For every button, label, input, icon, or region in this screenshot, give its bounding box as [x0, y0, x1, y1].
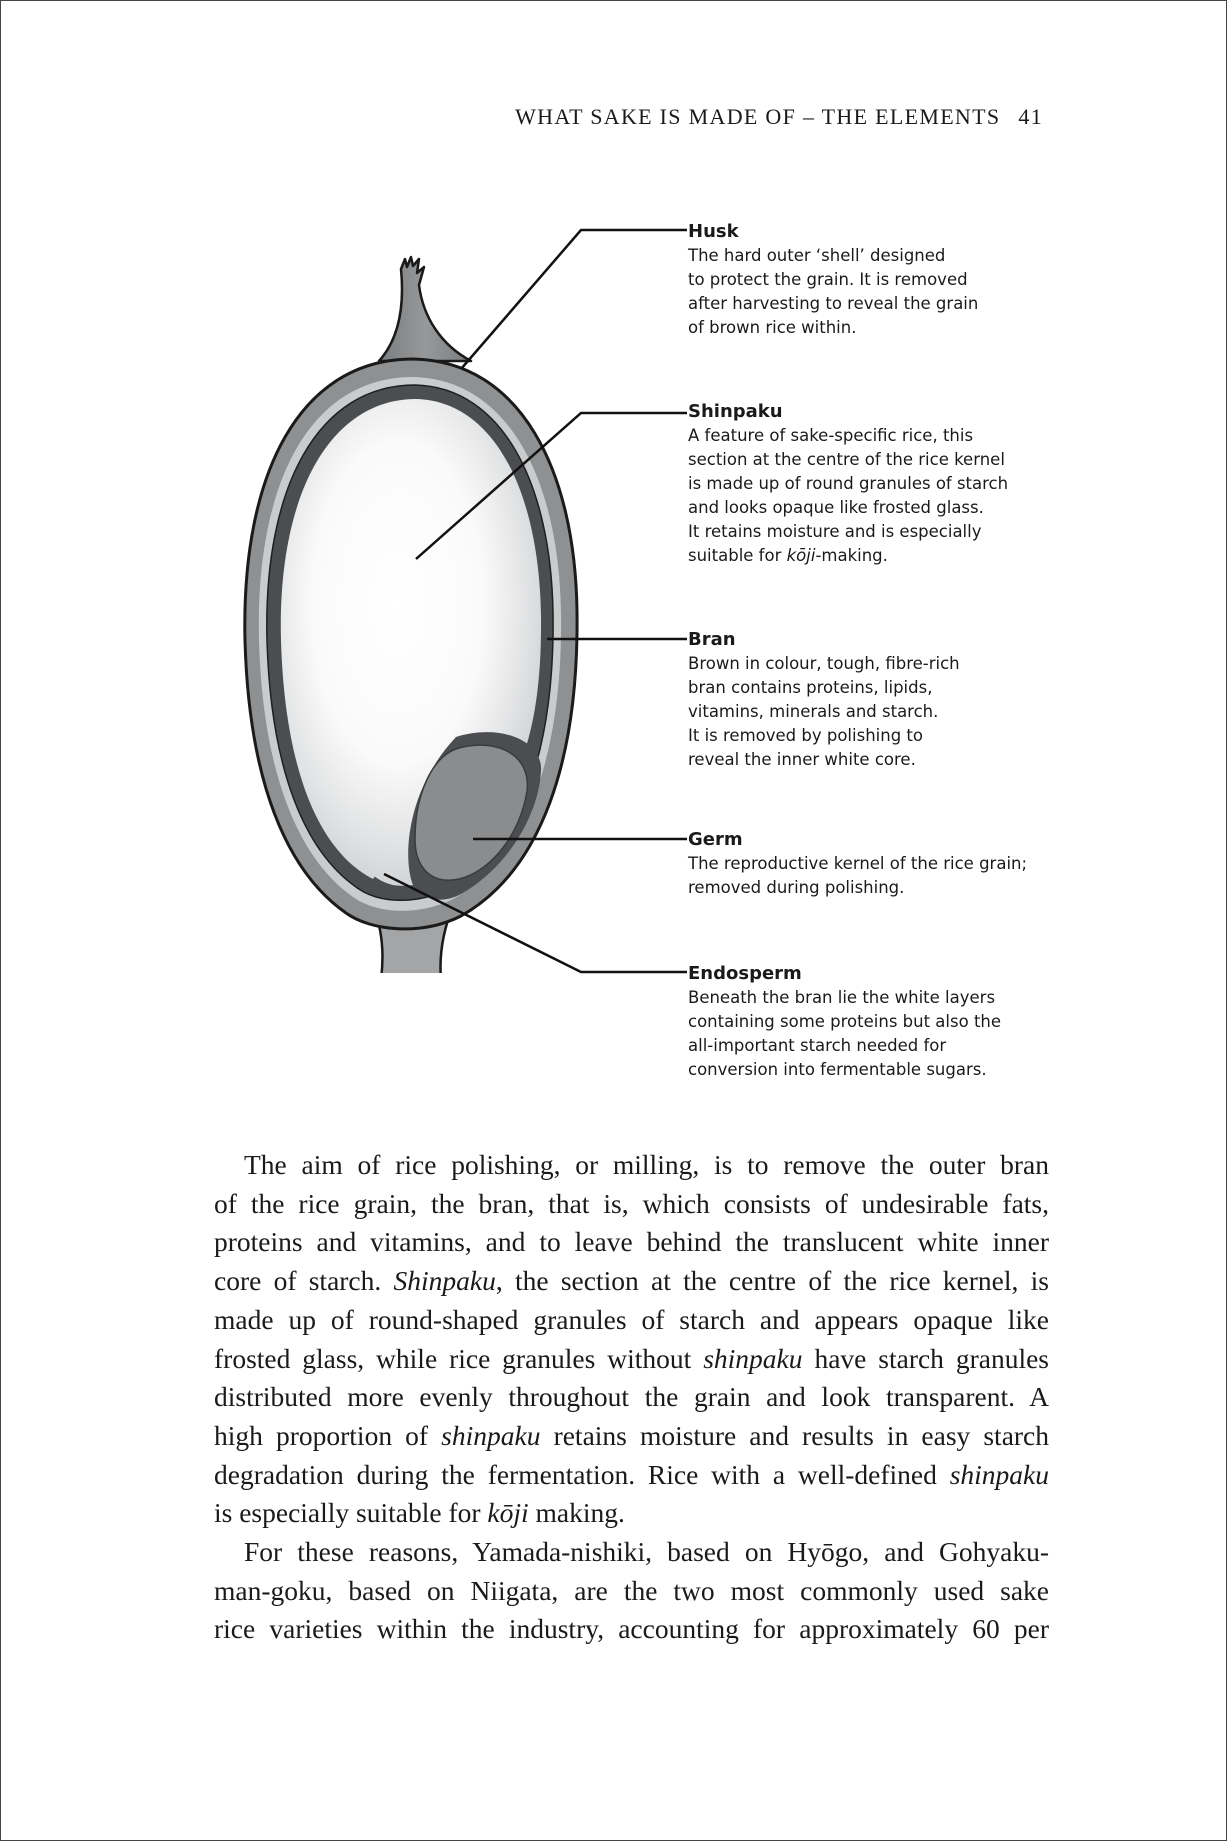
- desc-line: It retains moisture and is especially: [688, 522, 982, 541]
- desc-line: containing some proteins but also the: [688, 1012, 1002, 1031]
- desc-text: suitable for: [688, 546, 787, 565]
- label-germ: [688, 827, 1028, 900]
- desc-italic: kōji: [786, 546, 816, 565]
- italic-term: shinpaku: [949, 1458, 1050, 1490]
- desc-line: to protect the grain. It is removed: [688, 270, 968, 289]
- husk-leader: [461, 230, 687, 369]
- italic-term: kōji: [487, 1497, 529, 1529]
- text-run: frosted glass, while rice granules without: [214, 1342, 692, 1374]
- paragraph-line: distributed more evenly throughout the grain and look transparent. A: [214, 1381, 1049, 1413]
- desc-line: is made up of round granules of starch: [688, 474, 1009, 493]
- text-run: core of starch.: [214, 1265, 382, 1297]
- label-description: [688, 424, 1028, 568]
- label-husk: [688, 219, 1028, 340]
- label-description: [688, 652, 1028, 772]
- desc-line: reveal the inner white core.: [688, 750, 916, 769]
- desc-line: after harvesting to reveal the grain: [688, 294, 979, 313]
- paragraph-line: proteins and vitamins, and to leave behind the translucent white inner: [214, 1226, 1049, 1258]
- paragraph-line: [214, 1494, 1049, 1533]
- paragraph-line: made up of round-shaped granules of starch and appears opaque like: [214, 1303, 1049, 1335]
- paragraph-line: [214, 1417, 1049, 1456]
- body-text: [214, 1146, 1049, 1649]
- text-run: , the section at the centre of the rice kernel, is: [495, 1265, 1049, 1297]
- label-title: Endosperm: [688, 963, 802, 984]
- desc-line: The reproductive kernel of the rice grain;: [688, 854, 1028, 873]
- desc-line: bran contains proteins, lipids,: [688, 678, 933, 697]
- text-run: high proportion of: [214, 1419, 429, 1451]
- label-title: Husk: [688, 221, 739, 242]
- page-number: 41: [1018, 104, 1043, 129]
- desc-line: removed during polishing.: [688, 878, 905, 897]
- italic-term: shinpaku: [441, 1419, 541, 1451]
- text-run: degradation during the fermentation. Rice with a well-defined: [214, 1458, 937, 1490]
- desc-line: of brown rice within.: [688, 318, 857, 337]
- desc-line: It is removed by polishing to: [688, 726, 923, 745]
- desc-line: and looks opaque like frosted glass.: [688, 498, 984, 517]
- label-title: Bran: [688, 629, 736, 650]
- paragraph-line: For these reasons, Yamada-nishiki, based on Hyōgo, and Gohyaku-: [244, 1536, 1049, 1568]
- label-title: Germ: [688, 829, 743, 850]
- paragraph-line: rice varieties within the industry, accounting for approximately 60 per: [214, 1613, 1049, 1645]
- running-head-title: WHAT SAKE IS MADE OF – THE ELEMENTS: [515, 104, 1001, 129]
- desc-line: Beneath the bran lie the white layers: [688, 988, 996, 1007]
- rice-grain-diagram: [1, 1, 1227, 1121]
- desc-line: The hard outer ‘shell’ designed: [688, 246, 946, 265]
- label-title: Shinpaku: [688, 401, 783, 422]
- label-bran: [688, 627, 1028, 772]
- italic-term: shinpaku: [703, 1342, 803, 1374]
- label-shinpaku: [688, 399, 1028, 568]
- label-description: [688, 852, 1028, 900]
- paragraph-line: [214, 1262, 1049, 1301]
- desc-line: [688, 544, 1028, 568]
- desc-line: vitamins, minerals and starch.: [688, 702, 939, 721]
- desc-line: A feature of sake-specific rice, this: [688, 426, 974, 445]
- label-endosperm: [688, 961, 1028, 1082]
- italic-term: Shinpaku: [393, 1265, 496, 1297]
- husk-tip: [379, 257, 471, 361]
- text-run: making.: [535, 1497, 625, 1529]
- desc-line: section at the centre of the rice kernel: [688, 450, 1005, 469]
- paragraph-line: [214, 1340, 1049, 1379]
- desc-line: Brown in colour, tough, fibre-rich: [688, 654, 960, 673]
- paragraph-line: [214, 1456, 1049, 1495]
- desc-text: -making.: [815, 546, 888, 565]
- paragraph-line: The aim of rice polishing, or milling, is to remove the outer bran: [244, 1149, 1049, 1180]
- label-description: [688, 244, 1028, 340]
- text-run: have starch granules: [814, 1342, 1050, 1374]
- desc-line: all-important starch needed for: [688, 1036, 947, 1055]
- text-run: retains moisture and results in easy starch: [553, 1419, 1050, 1451]
- paragraph-line: of the rice grain, the bran, that is, which consists of undesirable fats,: [214, 1187, 1049, 1219]
- label-description: [688, 986, 1028, 1082]
- desc-line: conversion into fermentable sugars.: [688, 1060, 987, 1079]
- text-run: is especially suitable for: [214, 1497, 481, 1529]
- paragraph-line: man-goku, based on Niigata, are the two most commonly used sake: [214, 1574, 1049, 1606]
